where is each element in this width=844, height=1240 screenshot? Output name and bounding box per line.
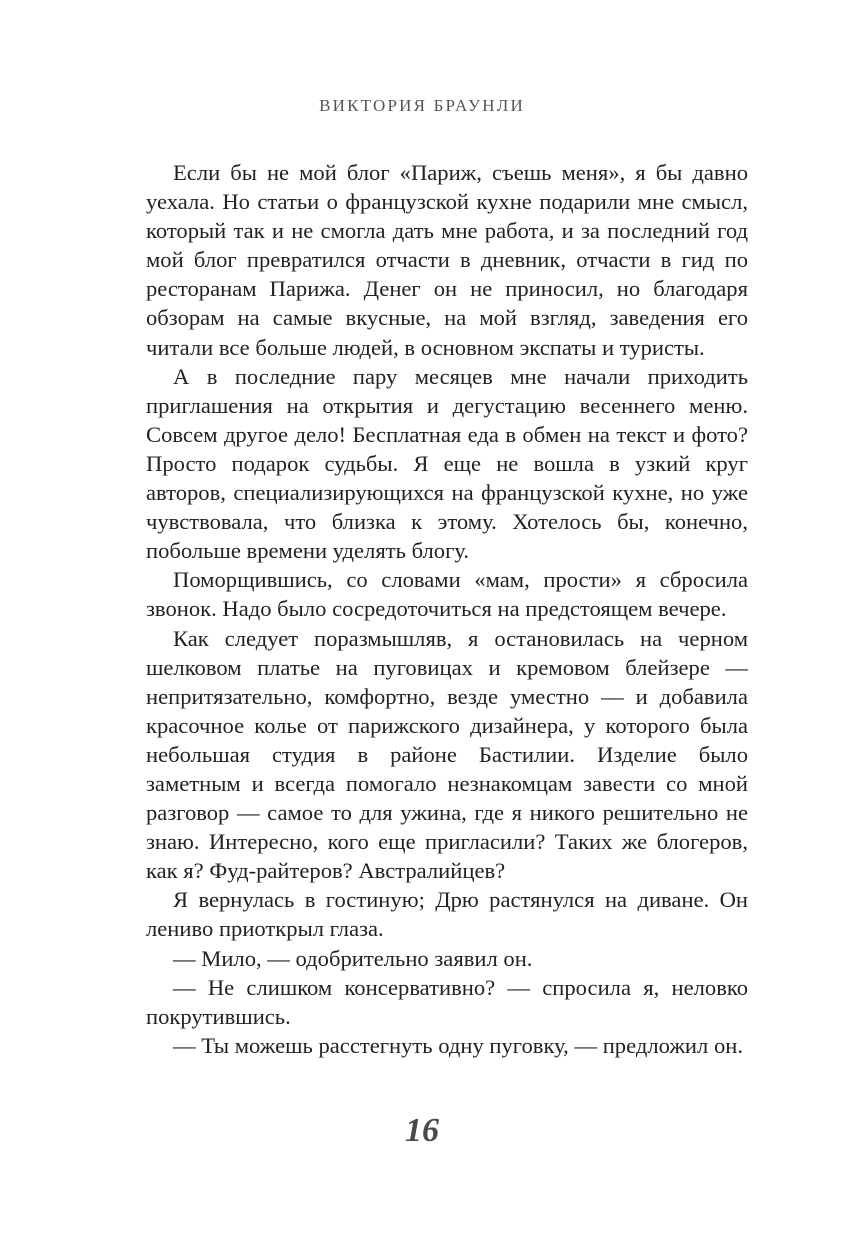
- paragraph-7: — Не слишком консервативно? — спросила я, неловко покрутившись.: [146, 974, 748, 1029]
- paragraph-2: А в последние пару месяцев мне начали приходить приглашения на открытия и дегустацию весеннего меню. Совсем другое дело! Бесплатная еда в обмен на текст и фото? Просто подарок судьбы. Я еще не вошла в узкий круг авторов, специализирующихся на французской кухне, но уже чувствовала, что близка к этому. Хотелось бы, конечно, побольше времени уделять блогу.: [146, 363, 748, 564]
- paragraph-5: Я вернулась в гостиную; Дрю растянулся на диване. Он лениво приоткрыл глаза.: [146, 887, 748, 942]
- paragraph-3: Поморщившись, со словами «мам, прости» я сбросила звонок. Надо было сосредоточиться на предстоящем вечере.: [146, 567, 748, 622]
- paragraph-1: Если бы не мой блог «Париж, съешь меня», я бы давно уехала. Но статьи о французской кухне подарили мне смысл, который так и не смогла дать мне работа, и за последний год мой блог превратился отчасти в дневник, отчасти в гид по ресторанам Парижа. Денег он не приносил, но благодаря обзорам на самые вкусные, на мой взгляд, заведения его читали все больше людей, в основном экспаты и туристы.: [146, 160, 748, 360]
- paragraph-8: — Ты можешь расстегнуть одну пуговку, — предложил он.: [173, 1032, 743, 1058]
- page-number: 16: [405, 1112, 439, 1149]
- body-text: [146, 158, 748, 1060]
- paragraph-6: — Мило, — одобрительно заявил он.: [173, 945, 533, 971]
- running-head: ВИКТОРИЯ БРАУНЛИ: [319, 96, 525, 115]
- paragraph-4: Как следует поразмышляв, я остановилась на черном шелковом платье на пуговицах и кремовом блейзере — непритязательно, комфортно, везде уместно — и добавила красочное колье от парижского дизайнера, у которого была небольшая студия в районе Бастилии. Изделие было заметным и всегда помогало незнакомцам завести со мной разговор — самое то для ужина, где я никого решительно не знаю. Интересно, кого еще пригласили? Таких же блогеров, как я? Фуд-райтеров? Австралийцев?: [146, 625, 748, 884]
